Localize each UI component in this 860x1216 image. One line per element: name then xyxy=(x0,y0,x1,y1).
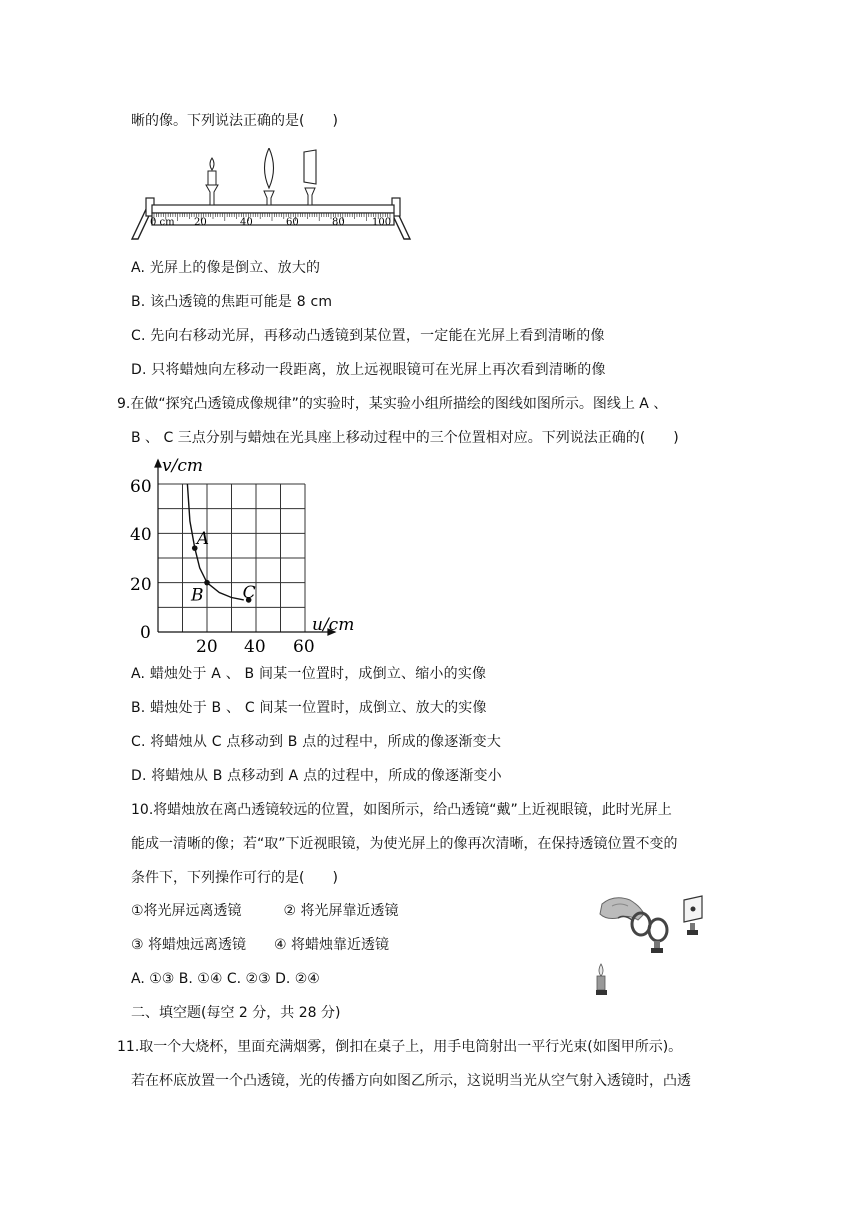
y-tick-20: 20 xyxy=(130,575,152,595)
q9-option-b: B. 蜡烛处于 B 、 C 间某一位置时，成倒立、放大的实像 xyxy=(131,700,487,716)
q10-stem-line1: 10.将蜡烛放在离凸透镜较远的位置，如图所示，给凸透镜“戴”上近视眼镜，此时光屏上 xyxy=(131,802,672,818)
point-b xyxy=(204,580,210,586)
q10-stem-line2: 能成一清晰的像；若“取”下近视眼镜，为使光屏上的像再次清晰，在保持透镜位置不变的 xyxy=(131,836,678,852)
x-axis-label: u/cm xyxy=(312,615,355,635)
candle-icon xyxy=(206,158,218,205)
q9-option-c: C. 将蜡烛从 C 点移动到 B 点的过程中，所成的像逐渐变大 xyxy=(131,734,502,750)
y-axis-label: v/cm xyxy=(162,456,203,476)
light-screen-icon xyxy=(684,896,702,935)
point-label-c: C xyxy=(242,582,256,603)
y-tick-40: 40 xyxy=(130,525,152,545)
x-tick-20: 20 xyxy=(196,637,218,657)
scale-label-100: 100 xyxy=(372,217,392,228)
q11-line2: 若在杯底放置一个凸透镜，光的传播方向如图乙所示，这说明当光从空气射入透镜时，凸透 xyxy=(131,1073,691,1089)
y-axis-arrow xyxy=(155,460,161,467)
candle-icon xyxy=(596,964,607,995)
section-heading: 二、填空题(每空 2 分，共 28 分) xyxy=(131,1005,341,1021)
x-tick-60: 60 xyxy=(293,637,315,657)
x-tick-40: 40 xyxy=(244,637,266,657)
q8-stem-tail: 晰的像。下列说法正确的是( ) xyxy=(131,113,338,129)
q8-option-d: D. 只将蜡烛向左移动一段距离，放上远视眼镜可在光屏上再次看到清晰的像 xyxy=(131,362,606,378)
lens-holder-icon xyxy=(651,941,663,953)
eyeglasses-icon xyxy=(618,913,667,941)
convex-lens-icon xyxy=(264,148,274,205)
q10-answers: A. ①③ B. ①④ C. ②③ D. ②④ xyxy=(131,971,320,987)
q8-option-c: C. 先向右移动光屏，再移动凸透镜到某位置，一定能在光屏上看到清晰的像 xyxy=(131,328,605,344)
q10-stem-line3: 条件下，下列操作可行的是( ) xyxy=(131,870,338,886)
q8-option-a: A. 光屏上的像是倒立、放大的 xyxy=(131,260,321,276)
scale-label-40: 40 xyxy=(240,217,253,228)
q11-line1: 11.取一个大烧杯，里面充满烟雾，倒扣在桌子上，用手电筒射出一平行光束(如图甲所示)。 xyxy=(117,1039,683,1055)
q9-stem-line1: 9.在做“探究凸透镜成像规律”的实验时，某实验小组所描绘的图线如图所示。图线上 A 、 xyxy=(117,396,668,412)
scale-label-80: 80 xyxy=(332,217,345,228)
point-label-b: B xyxy=(191,585,204,606)
q9-stem-line2: B 、 C 三点分别与蜡烛在光具座上移动过程中的三个位置相对应。下列说法正确的( ) xyxy=(131,430,679,446)
uv-graph xyxy=(126,452,366,658)
q8-option-b: B. 该凸透镜的焦距可能是 8 cm xyxy=(131,294,333,310)
scale-label-60: 60 xyxy=(286,217,299,228)
q10-choices-line1: ①将光屏远离透镜 ② 将光屏靠近透镜 xyxy=(131,903,399,919)
q10-choices-line2: ③ 将蜡烛远离透镜 ④ 将蜡烛靠近透镜 xyxy=(131,937,390,953)
y-tick-60: 60 xyxy=(130,477,152,497)
scale-label-20: 20 xyxy=(194,217,207,228)
q9-option-d: D. 将蜡烛从 B 点移动到 A 点的过程中，所成的像逐渐变小 xyxy=(131,768,502,784)
y-tick-0: 0 xyxy=(140,623,151,643)
point-label-a: A xyxy=(196,529,210,550)
optical-bench-figure xyxy=(128,148,418,244)
light-screen-icon xyxy=(304,150,316,205)
q9-option-a: A. 蜡烛处于 A 、 B 间某一位置时，成倒立、缩小的实像 xyxy=(131,666,487,682)
eyeglasses-lens-figure xyxy=(596,892,716,1002)
scale-label-0: 0 cm xyxy=(150,217,175,228)
